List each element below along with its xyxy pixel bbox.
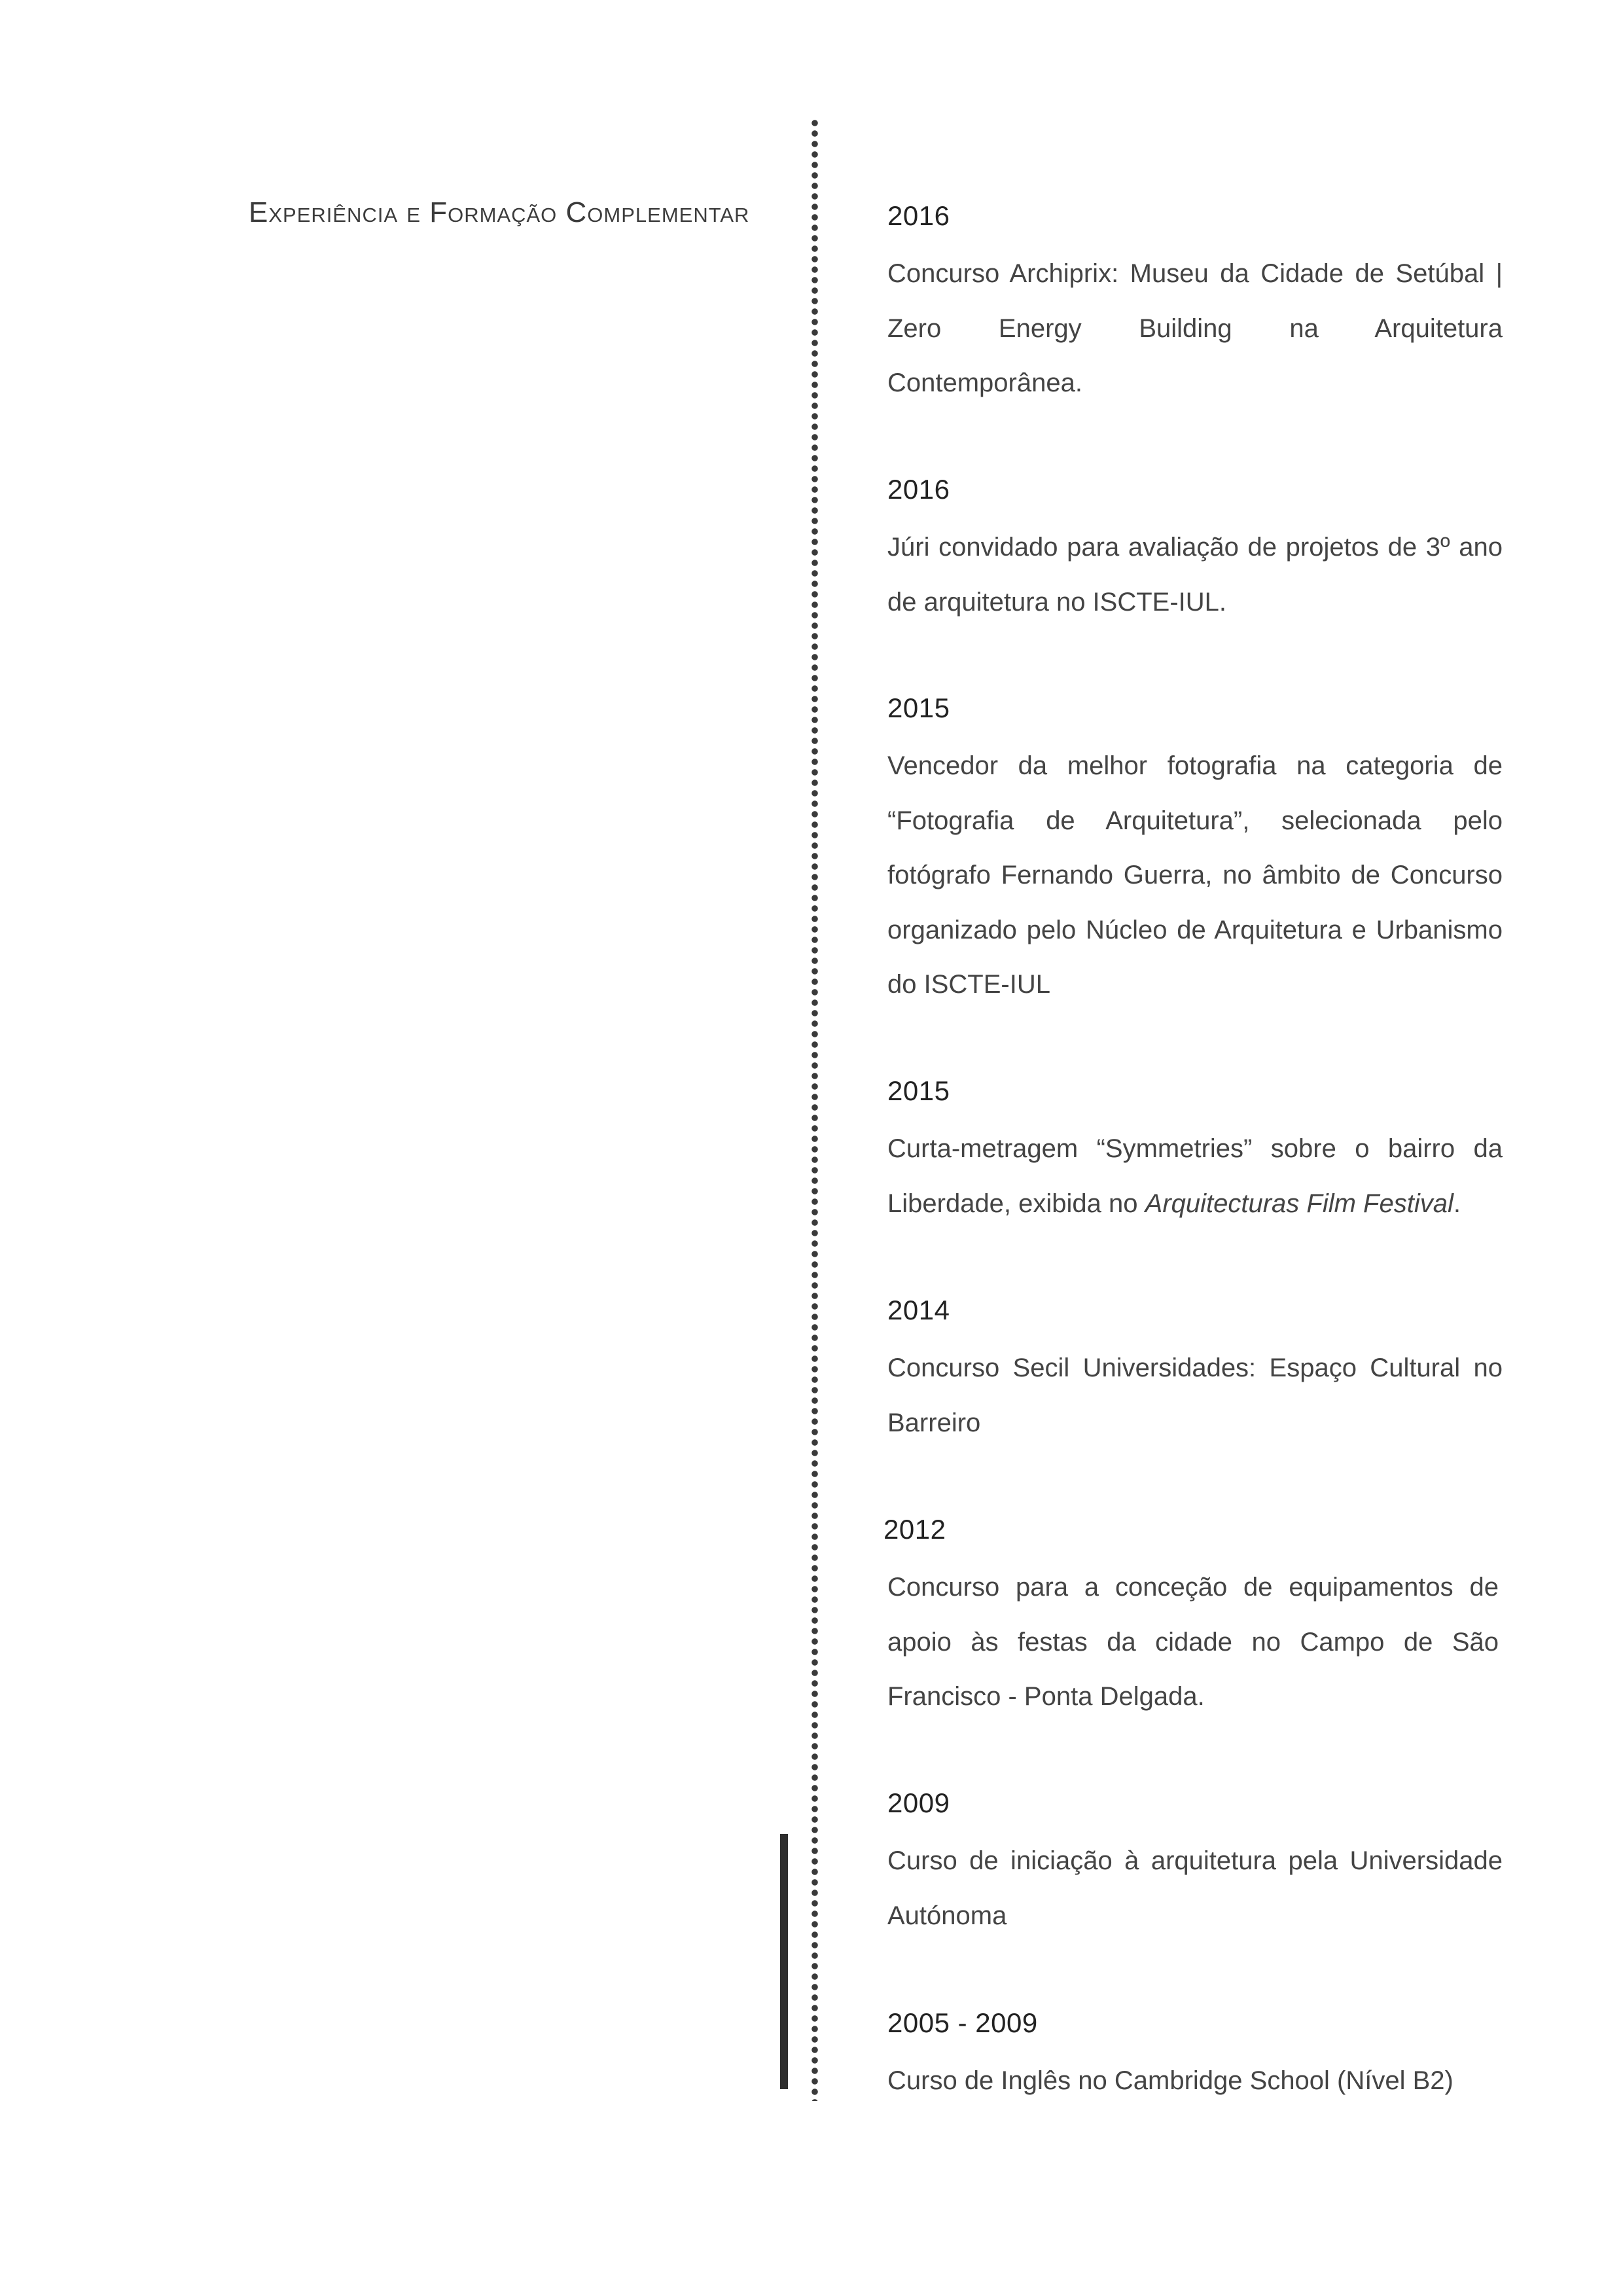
- entry-year: 2016: [887, 474, 950, 505]
- timeline-entry: [887, 1787, 1503, 1943]
- timeline-entry: [887, 200, 1503, 411]
- entry-year: 2005 - 2009: [887, 2007, 1038, 2038]
- festival-name: Arquitecturas Film Festival: [1145, 1189, 1454, 1218]
- entry-year: 2015: [887, 692, 950, 723]
- entry-description: Curso de iniciação à arquitetura pela Universidade Autónoma: [887, 1846, 1503, 1930]
- entry-description: Vencedor da melhor fotografia na categoria de “Fotografia de Arquitetura”, selecionada pelo fotógrafo Fernando Guerra, no âmbito de Concurso organizado pelo Núcleo de Arquitetura e Urbanismo do ISCTE-IUL: [887, 751, 1503, 999]
- timeline-entry: [883, 1513, 1499, 1725]
- entry-description-end: .: [1453, 1189, 1461, 1218]
- entry-year: 2014: [887, 1295, 950, 1325]
- entry-year: 2016: [887, 200, 950, 231]
- entry-description: Concurso Archiprix: Museu da Cidade de Setúbal | Zero Energy Building na Arquitetura Contemporânea.: [887, 259, 1503, 397]
- entry-description: Concurso para a conceção de equipamentos de apoio às festas da cidade no Campo de São Francisco - Ponta Delgada.: [887, 1573, 1499, 1711]
- timeline-entry: [887, 692, 1503, 1013]
- timeline-entry: [887, 2007, 1503, 2109]
- entry-year: 2012: [883, 1514, 946, 1545]
- entry-description: Júri convidado para avaliação de projetos de 3º ano de arquitetura no ISCTE-IUL.: [887, 533, 1503, 617]
- dotted-divider: [811, 118, 819, 2101]
- accent-bar: [780, 1834, 788, 2089]
- entry-year: 2015: [887, 1075, 950, 1106]
- entry-description: Curso de Inglês no Cambridge School (Nível B2): [887, 2066, 1454, 2095]
- entry-description: [887, 1122, 1503, 1231]
- entry-year: 2009: [887, 1787, 950, 1818]
- section-heading: Experiência e Formação Complementar: [249, 196, 750, 228]
- timeline-entry: [887, 1294, 1503, 1450]
- entry-description-text: Curta-metragem “Symmetries” sobre o bairro da Liberdade, exibida no: [887, 1134, 1503, 1218]
- entry-description: Concurso Secil Universidades: Espaço Cultural no Barreiro: [887, 1354, 1503, 1437]
- timeline-entry: [887, 473, 1503, 630]
- timeline-entry: [887, 1075, 1503, 1231]
